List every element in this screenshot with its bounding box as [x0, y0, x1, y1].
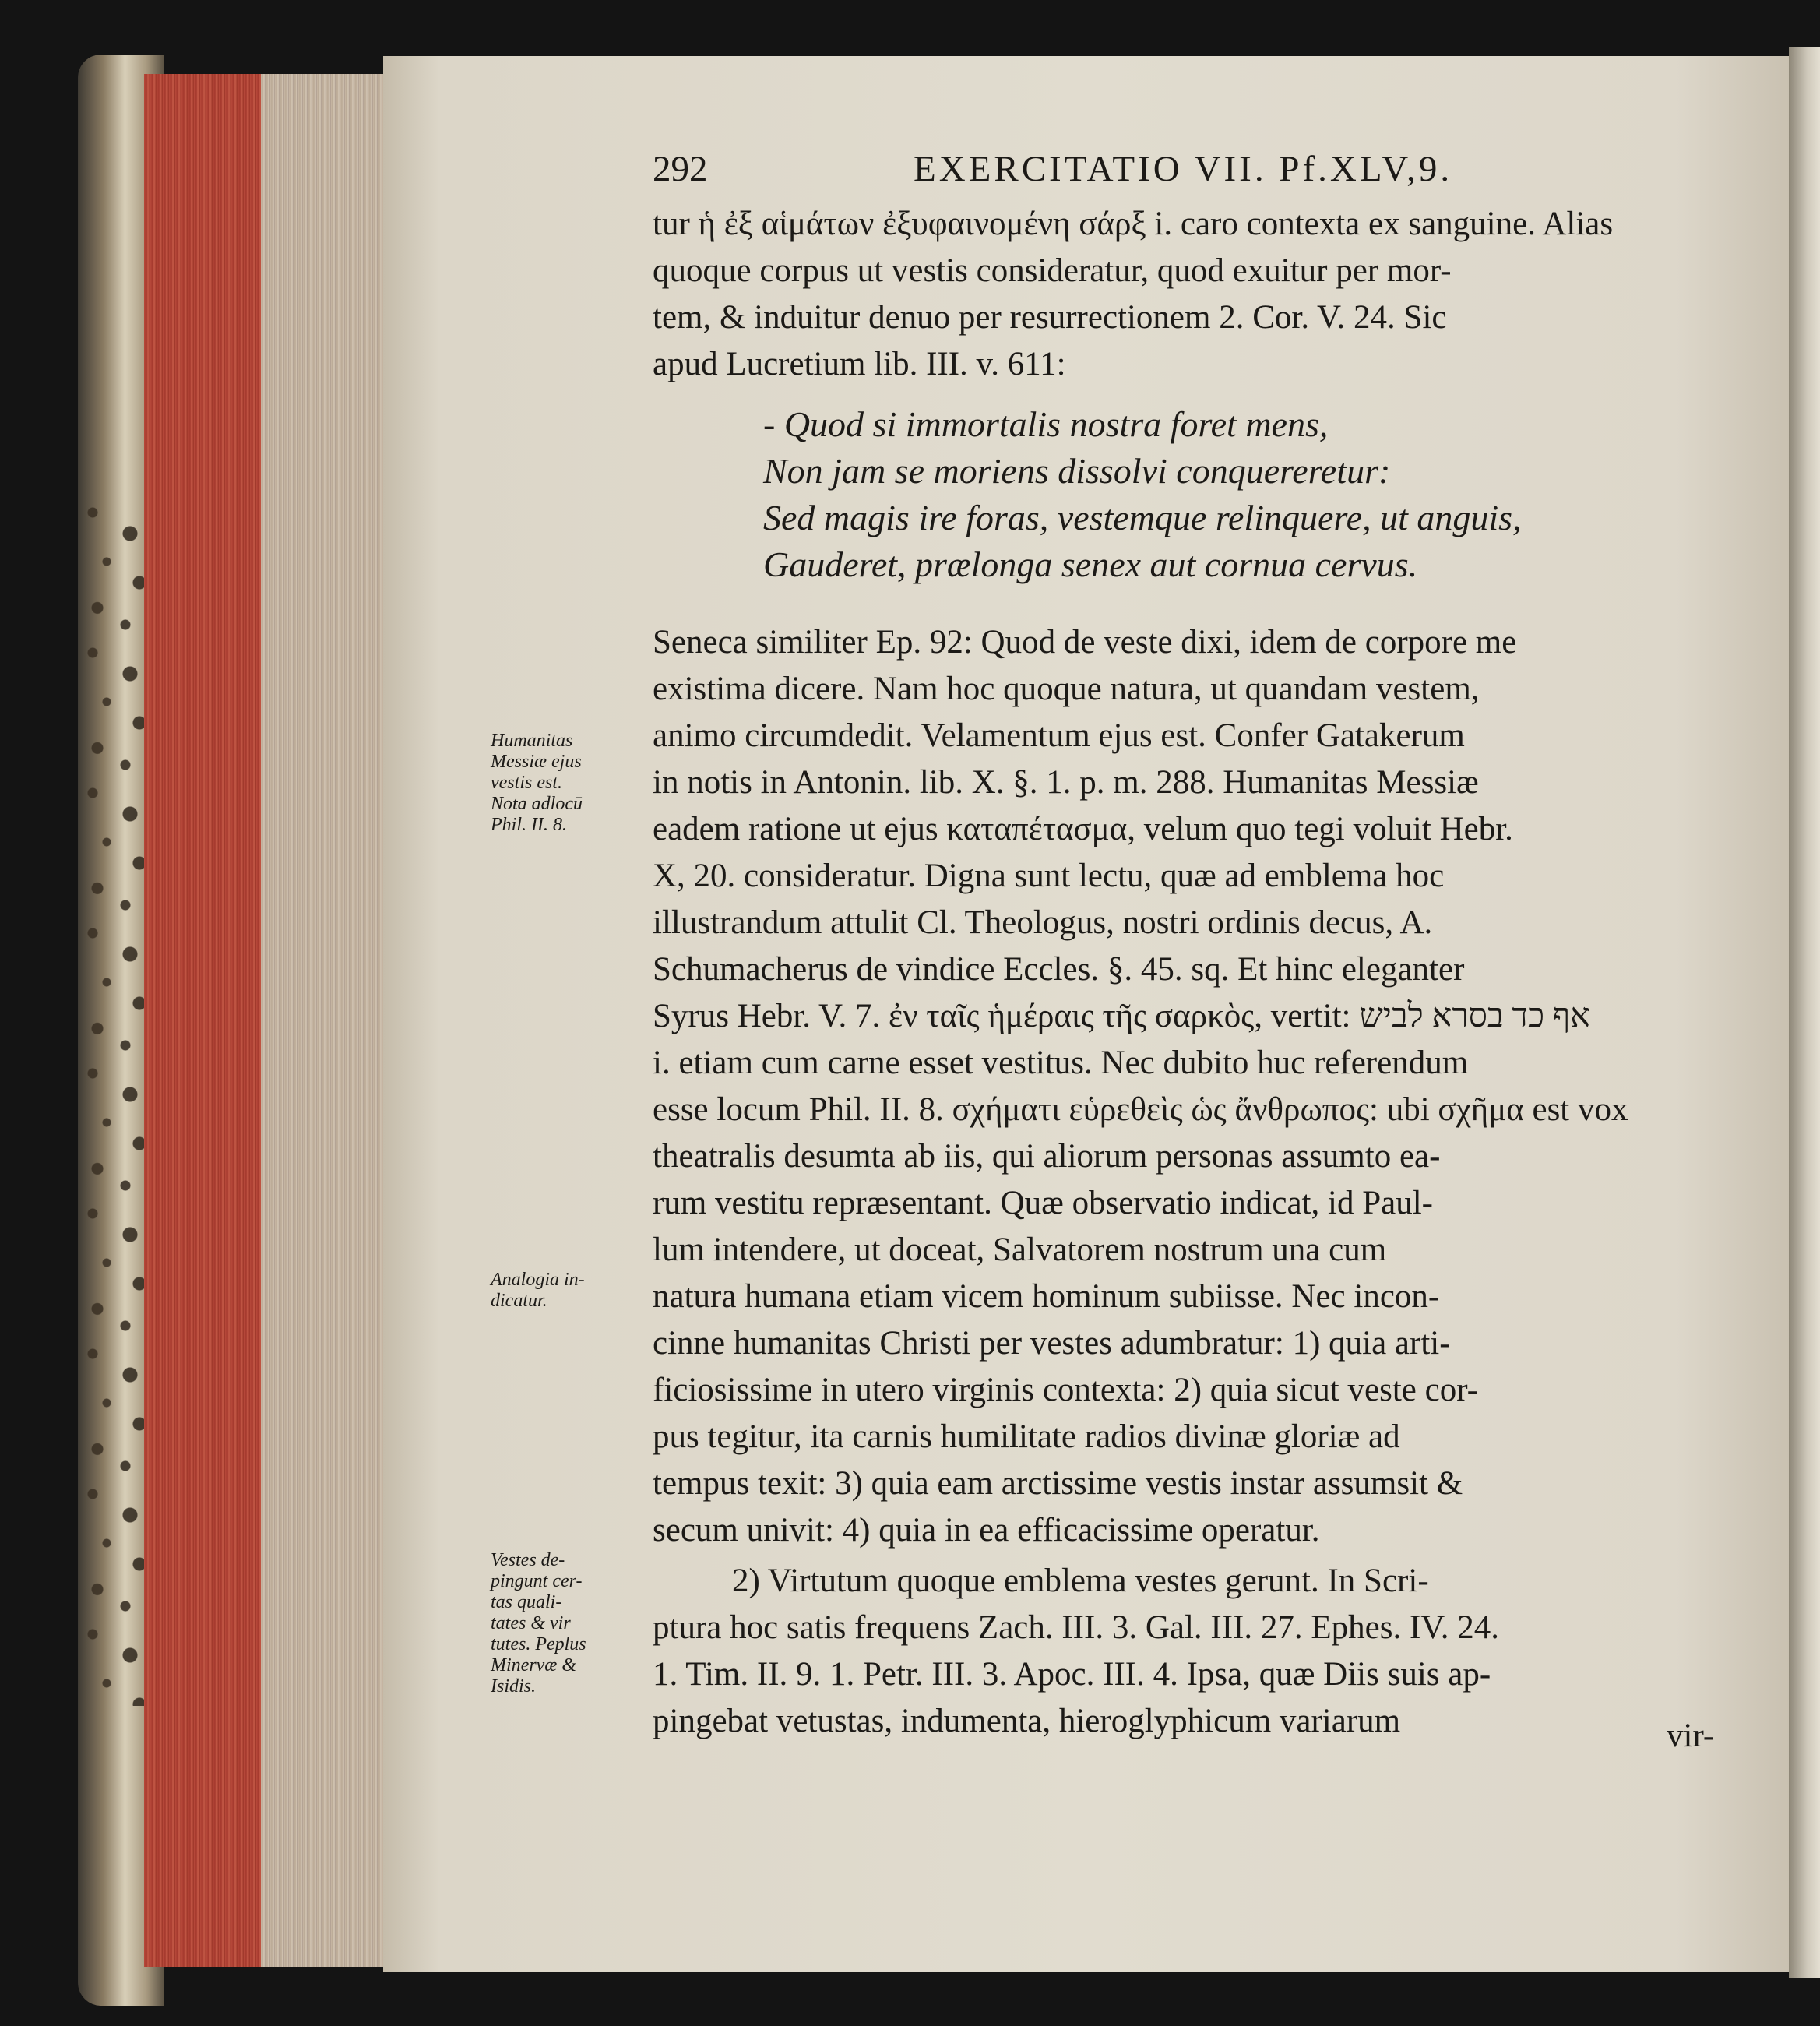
margin-note-line: tates & vir	[491, 1613, 571, 1633]
body-line: Schumacherus de vindice Eccles. §. 45. sq. Et hinc eleganter	[653, 951, 1465, 988]
body-line: i. etiam cum carne esset vestitus. Nec dubito huc referendum	[653, 1045, 1469, 1081]
body-line: cinne humanitas Christi per vestes adumbratur: 1) quia arti-	[653, 1325, 1451, 1362]
body-line: Syrus Hebr. V. 7. ἐν ταῖς ἡμέραις τῆς σαρκὸς, vertit: אף כד בסרא לביש	[653, 998, 1590, 1034]
margin-note-line: dicatur.	[491, 1291, 547, 1311]
body-line: 2) Virtutum quoque emblema vestes gerunt. In Scri-	[732, 1563, 1429, 1599]
body-line: pingebat vetustas, indumenta, hieroglyphicum variarum	[653, 1703, 1401, 1739]
body-line: apud Lucretium lib. III. v. 611:	[653, 346, 1066, 382]
page-number: 292	[653, 149, 708, 189]
facing-page-edge	[1789, 47, 1820, 1978]
margin-note-line: Vestes de-	[491, 1550, 565, 1570]
margin-note-line: Phil. II. 8.	[491, 815, 567, 835]
body-line: tem, & induitur denuo per resurrectionem 2. Cor. V. 24. Sic	[653, 299, 1447, 336]
body-line: natura humana etiam vicem hominum subiisse. Nec incon-	[653, 1278, 1440, 1315]
body-line: ptura hoc satis frequens Zach. III. 3. Gal. III. 27. Ephes. IV. 24.	[653, 1609, 1500, 1646]
margin-note-line: Humanitas	[491, 731, 573, 751]
page-block-edges	[261, 74, 385, 1967]
body-line: Seneca similiter Ep. 92: Quod de veste dixi, idem de corpore me	[653, 624, 1517, 661]
verse-line: - Quod si immortalis nostra foret mens,	[763, 404, 1329, 444]
running-title: EXERCITATIO VII. Pf.XLV,9.	[914, 149, 1453, 189]
body-line: X, 20. consideratur. Digna sunt lectu, quæ ad emblema hoc	[653, 858, 1445, 894]
margin-note-line: Analogia in-	[491, 1270, 585, 1290]
body-line: theatralis desumta ab iis, qui aliorum personas assumto ea-	[653, 1138, 1441, 1175]
body-line: ficiosissime in utero virginis contexta: 2) quia sicut veste cor-	[653, 1372, 1478, 1408]
margin-note-line: Isidis.	[491, 1676, 537, 1697]
catchword: vir-	[1667, 1718, 1715, 1754]
margin-note-line: pingunt cer-	[491, 1571, 583, 1591]
body-line: rum vestitu repræsentant. Quæ observatio indicat, id Paul-	[653, 1185, 1433, 1221]
body-line: illustrandum attulit Cl. Theologus, nostri ordinis decus, A.	[653, 904, 1433, 941]
body-line: animo circumdedit. Velamentum ejus est. Confer Gatakerum	[653, 717, 1465, 754]
margin-note-line: tas quali-	[491, 1592, 562, 1612]
body-line: esse locum Phil. II. 8. σχήματι εὑρεθεὶς ὡς ἄνθρωπος: ubi σχῆμα est vox	[653, 1091, 1628, 1128]
margin-note-line: vestis est.	[491, 773, 562, 793]
verse-line: Non jam se moriens dissolvi conquereretur:	[763, 451, 1391, 491]
body-line: tur ἡ ἐξ αἱμάτων ἐξυφαινομένη σάρξ i. caro contexta ex sanguine. Alias	[653, 206, 1614, 242]
verse-line: Sed magis ire foras, vestemque relinquere, ut anguis,	[763, 498, 1522, 537]
running-header	[653, 148, 1743, 195]
margin-note-line: Minervæ &	[491, 1655, 576, 1675]
body-line: pus tegitur, ita carnis humilitate radios divinæ gloriæ ad	[653, 1418, 1400, 1455]
body-line: quoque corpus ut vestis consideratur, quod exuitur per mor-	[653, 252, 1452, 289]
body-line: eadem ratione ut ejus καταπέτασμα, velum quo tegi voluit Hebr.	[653, 811, 1513, 847]
margin-note-line: Messiæ ejus	[491, 752, 582, 772]
body-line: tempus texit: 3) quia eam arctissime vestis instar assumsit &	[653, 1465, 1463, 1502]
body-line: secum univit: 4) quia in ea efficacissime operatur.	[653, 1512, 1320, 1549]
body-line: in notis in Antonin. lib. X. §. 1. p. m. 288. Humanitas Messiæ	[653, 764, 1479, 801]
verse-line: Gauderet, prælonga senex aut cornua cervus.	[763, 544, 1418, 584]
body-line: 1. Tim. II. 9. 1. Petr. III. 3. Apoc. III. 4. Ipsa, quæ Diis suis ap-	[653, 1656, 1491, 1693]
margin-note-line: Nota adlocū	[491, 794, 583, 814]
body-line: lum intendere, ut doceat, Salvatorem nostrum una cum	[653, 1231, 1387, 1268]
body-line: existima dicere. Nam hoc quoque natura, ut quandam vestem,	[653, 671, 1480, 707]
margin-note-line: tutes. Peplus	[491, 1634, 586, 1654]
